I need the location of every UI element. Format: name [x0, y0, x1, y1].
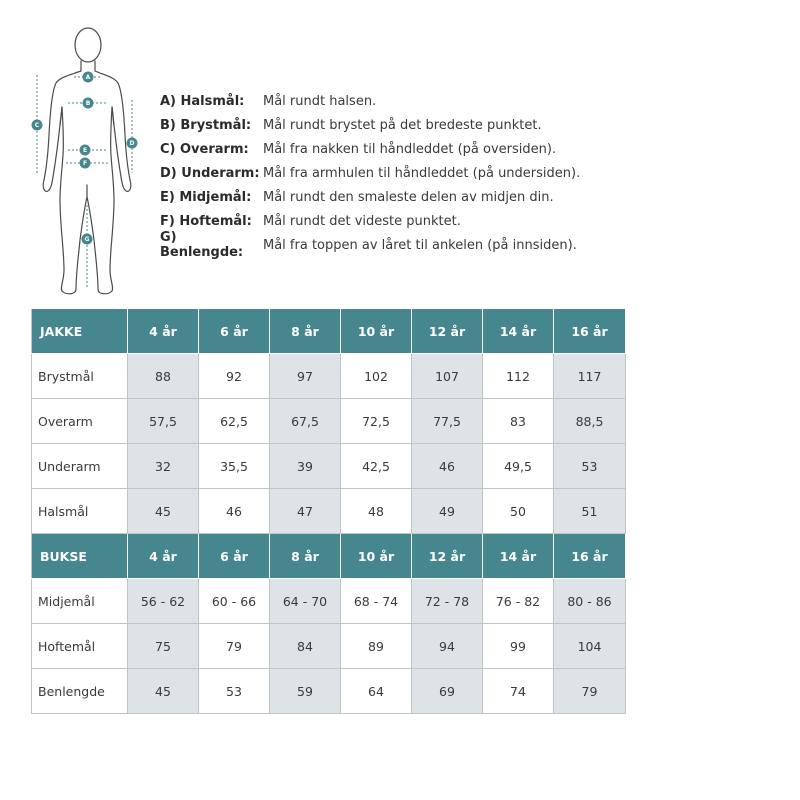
- table-cell: 46: [199, 489, 270, 534]
- row-label: Benlengde: [32, 669, 128, 714]
- body-measurement-figure: [20, 25, 160, 310]
- table-cell: 94: [412, 624, 483, 669]
- table-cell: 57,5: [128, 399, 199, 444]
- table-cell: 76 - 82: [483, 579, 554, 624]
- svg-text:A: A: [85, 74, 91, 82]
- table-cell: 49: [412, 489, 483, 534]
- legend-key: E) Midjemål:: [160, 189, 252, 205]
- legend-row-c: [160, 137, 620, 161]
- svg-text:C: C: [34, 122, 40, 130]
- table-cell: 89: [341, 624, 412, 669]
- section-title-jakke: JAKKE: [32, 309, 128, 354]
- legend-key: D) Underarm:: [160, 165, 260, 181]
- row-label: Overarm: [32, 399, 128, 444]
- table-cell: 75: [128, 624, 199, 669]
- table-row: [32, 444, 626, 489]
- table-cell: 39: [270, 444, 341, 489]
- row-label: Halsmål: [32, 489, 128, 534]
- table-cell: 77,5: [412, 399, 483, 444]
- marker-f-icon: [80, 158, 91, 169]
- table-cell: 50: [483, 489, 554, 534]
- legend-row-a: [160, 89, 620, 113]
- size-header: 12 år: [412, 534, 483, 579]
- legend-key: G) Benlengde:: [160, 230, 244, 260]
- table-cell: 56 - 62: [128, 579, 199, 624]
- marker-d-icon: [127, 138, 138, 149]
- legend-row-g: [160, 230, 620, 260]
- table-cell: 64: [341, 669, 412, 714]
- legend-row-b: [160, 113, 620, 137]
- legend-key: A) Halsmål:: [160, 93, 245, 109]
- table-cell: 72 - 78: [412, 579, 483, 624]
- table-row: [32, 399, 626, 444]
- table-cell: 53: [199, 669, 270, 714]
- svg-text:F: F: [82, 160, 88, 168]
- size-header: 4 år: [128, 309, 199, 354]
- legend-desc: Mål fra toppen av låret til ankelen (på innsiden).: [263, 237, 577, 253]
- marker-b-icon: [83, 98, 94, 109]
- table-cell: 53: [554, 444, 626, 489]
- table-cell: 32: [128, 444, 199, 489]
- table-cell: 72,5: [341, 399, 412, 444]
- table-cell: 117: [554, 354, 626, 399]
- size-header: 14 år: [483, 534, 554, 579]
- svg-text:D: D: [129, 140, 135, 148]
- svg-text:E: E: [82, 147, 88, 155]
- table-cell: 68 - 74: [341, 579, 412, 624]
- table-row: [32, 579, 626, 624]
- table-cell: 48: [341, 489, 412, 534]
- table-cell: 59: [270, 669, 341, 714]
- legend-desc: Mål rundt den smaleste delen av midjen din.: [263, 189, 554, 205]
- size-header: 14 år: [483, 309, 554, 354]
- size-header: 6 år: [199, 534, 270, 579]
- size-header: 12 år: [412, 309, 483, 354]
- size-header: 16 år: [554, 534, 626, 579]
- row-label: Midjemål: [32, 579, 128, 624]
- marker-a-icon: [83, 72, 94, 83]
- table-cell: 67,5: [270, 399, 341, 444]
- table-cell: 83: [483, 399, 554, 444]
- svg-text:G: G: [84, 236, 90, 244]
- table-cell: 47: [270, 489, 341, 534]
- legend-desc: Mål rundt det videste punktet.: [263, 213, 461, 229]
- table-cell: 88,5: [554, 399, 626, 444]
- table-cell: 80 - 86: [554, 579, 626, 624]
- table-cell: 112: [483, 354, 554, 399]
- row-label: Hoftemål: [32, 624, 128, 669]
- marker-e-icon: [80, 145, 91, 156]
- table-cell: 79: [554, 669, 626, 714]
- marker-g-icon: [82, 234, 93, 245]
- table-cell: 42,5: [341, 444, 412, 489]
- size-header: 10 år: [341, 534, 412, 579]
- bukse-header-row: [32, 534, 626, 579]
- table-cell: 79: [199, 624, 270, 669]
- legend-key: C) Overarm:: [160, 141, 249, 157]
- table-cell: 69: [412, 669, 483, 714]
- legend-desc: Mål rundt brystet på det bredeste punktet.: [263, 117, 542, 133]
- jakke-header-row: [32, 309, 626, 354]
- legend-key: F) Hoftemål:: [160, 213, 252, 229]
- table-cell: 51: [554, 489, 626, 534]
- table-cell: 99: [483, 624, 554, 669]
- svg-text:B: B: [85, 100, 91, 108]
- table-cell: 97: [270, 354, 341, 399]
- table-cell: 107: [412, 354, 483, 399]
- table-cell: 62,5: [199, 399, 270, 444]
- table-cell: 74: [483, 669, 554, 714]
- table-cell: 92: [199, 354, 270, 399]
- legend-key: B) Brystmål:: [160, 117, 252, 133]
- table-row: [32, 354, 626, 399]
- size-header: 8 år: [270, 534, 341, 579]
- table-cell: 46: [412, 444, 483, 489]
- table-cell: 35,5: [199, 444, 270, 489]
- table-cell: 104: [554, 624, 626, 669]
- table-cell: 45: [128, 669, 199, 714]
- section-title-bukse: BUKSE: [32, 534, 128, 579]
- size-header: 16 år: [554, 309, 626, 354]
- legend-desc: Mål fra nakken til håndleddet (på oversiden).: [263, 141, 557, 157]
- table-row: [32, 489, 626, 534]
- size-table: [31, 309, 626, 714]
- size-header: 4 år: [128, 534, 199, 579]
- table-cell: 64 - 70: [270, 579, 341, 624]
- legend-row-e: [160, 185, 620, 209]
- table-cell: 84: [270, 624, 341, 669]
- size-header: 10 år: [341, 309, 412, 354]
- measurement-legend: [160, 89, 620, 260]
- table-cell: 102: [341, 354, 412, 399]
- table-row: [32, 624, 626, 669]
- table-cell: 49,5: [483, 444, 554, 489]
- row-label: Underarm: [32, 444, 128, 489]
- legend-desc: Mål fra armhulen til håndleddet (på undersiden).: [263, 165, 581, 181]
- table-row: [32, 669, 626, 714]
- legend-desc: Mål rundt halsen.: [263, 93, 377, 109]
- row-label: Brystmål: [32, 354, 128, 399]
- size-header: 6 år: [199, 309, 270, 354]
- legend-row-d: [160, 161, 620, 185]
- size-header: 8 år: [270, 309, 341, 354]
- table-cell: 60 - 66: [199, 579, 270, 624]
- marker-c-icon: [32, 120, 43, 131]
- table-cell: 45: [128, 489, 199, 534]
- table-cell: 88: [128, 354, 199, 399]
